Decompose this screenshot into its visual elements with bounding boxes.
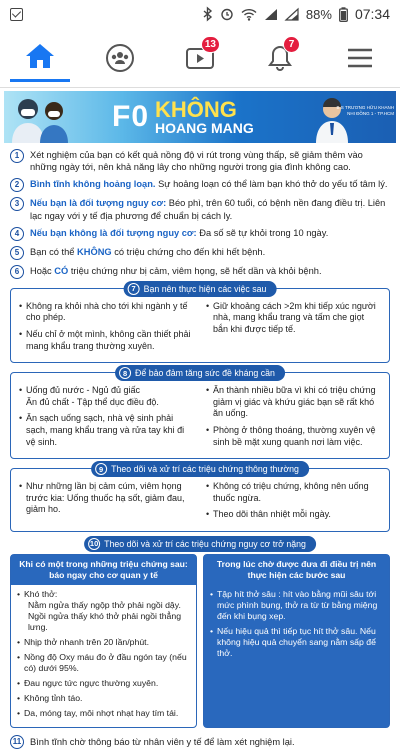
section-10 <box>10 538 390 728</box>
symptom-text: Đau ngực tức ngực thường xuyên. <box>24 677 159 688</box>
nav-menu[interactable] <box>330 34 390 82</box>
advice-item-6 <box>10 265 392 279</box>
status-bar <box>0 0 400 28</box>
item-text <box>30 246 265 258</box>
section-7 <box>10 283 390 363</box>
bluetooth-icon <box>203 7 213 21</box>
symptom-text: Không tỉnh táo. <box>24 692 83 703</box>
signal2-icon <box>285 8 299 21</box>
advice-item-4 <box>10 227 392 241</box>
advice-item-11: 11 Bình tĩnh chờ thông báo từ nhân viên y tế để làm xét nghiệm lại. <box>10 735 390 749</box>
list-item <box>17 652 190 674</box>
item-highlight: Nếu bạn là đối tượng nguy cơ: <box>30 198 167 209</box>
home-icon <box>25 43 55 69</box>
list-item: • Tập hít thở sâu : hít vào bằng mũi sâu tới mức phình bụng, thở ra từ từ bằng miệng đến khi bụng xẹp. <box>210 589 383 622</box>
item-text-body: Sự hoảng loạn có thể làm bạn khó thở do yếu tố tâm lý. <box>155 179 388 190</box>
item-text <box>30 178 387 190</box>
item-text-body: Đa số sẽ tự khỏi trong 10 ngày. <box>196 227 329 238</box>
list-item: • Uống đủ nước - Ngủ đủ giấc Ăn đủ chất - Tập thể dục điều độ. <box>19 385 194 408</box>
battery-percent: 88% <box>305 6 332 22</box>
item-number: 3 <box>10 197 24 211</box>
item-text-body: triệu chứng như bị cảm, viêm họng, sẽ hết dần và khỏi bệnh. <box>68 265 322 276</box>
item-text <box>30 149 392 173</box>
list-item <box>17 708 190 719</box>
doctor-photo <box>312 95 352 143</box>
item-highlight: Nếu bạn không là đối tượng nguy cơ: <box>30 227 197 238</box>
item-number: 6 <box>10 265 24 279</box>
section-9-header: 9 Theo dõi và xử trí các triệu chứng thông thường <box>91 461 309 477</box>
list-item: • Nếu hiệu quả thì tiếp tục hít thở sâu. Nếu không hiệu quả chuyển sang nằm sấp để thở. <box>210 626 383 659</box>
symptom-text: Khó thở: <box>24 588 58 599</box>
title-khong: KHÔNG <box>155 97 237 122</box>
doctor-name: B.S TRƯƠNG HỮU KHANH NHI ĐỒNG 1 - TP.HCM <box>336 105 394 116</box>
item-highlight: Bình tĩnh không hoảng loạn. <box>30 179 156 190</box>
symptom-text: Nhịp thở nhanh trên 20 lần/phút. <box>24 636 149 647</box>
item-text-pre: Bạn có thể <box>30 246 78 257</box>
advice-item-3 <box>10 197 392 221</box>
nav-groups[interactable] <box>90 34 150 82</box>
nav-notifications[interactable] <box>250 34 310 82</box>
item-text-pre: Hoặc <box>30 265 55 276</box>
alarm-icon <box>220 7 234 21</box>
list-item: • Không có triệu chứng, không nên uống thuốc ngừa. <box>206 481 381 504</box>
advice-item-1 <box>10 149 392 173</box>
item-highlight: KHÔNG <box>77 246 112 257</box>
list-item: • Giữ khoảng cách >2m khi tiếp xúc người nhà, mang khẩu trang và tấm che giọt bắn khi được tiếp tế. <box>206 301 381 336</box>
nav-watch[interactable] <box>170 34 230 82</box>
item-text-body: Xét nghiệm của bạn có kết quả nồng độ vi rút trong vùng thấp, sẽ giảm thêm vào những ngày tới, nên khả năng lây cho những người trong gia đình không cao. <box>30 150 363 173</box>
item-text-body: có triệu chứng cho đến khi hết bệnh. <box>111 246 266 257</box>
item-highlight: CÓ <box>54 265 69 276</box>
nav-home[interactable] <box>10 34 70 82</box>
list-item: • Theo dõi thân nhiệt mỗi ngày. <box>206 509 381 521</box>
section-9 <box>10 464 390 532</box>
item-number: 1 <box>10 149 24 163</box>
poster-title <box>112 99 254 135</box>
symptom-text: Da, móng tay, môi nhợt nhạt hay tím tái. <box>24 707 179 718</box>
section-7-header: 7 Bạn nên thực hiện các việc sau <box>124 281 277 297</box>
symptom-subtext: Nằm ngửa thấy ngộp thở phải ngồi dậy. <box>28 599 181 610</box>
item-number: 2 <box>10 178 24 192</box>
title-f0: F0 <box>112 100 150 133</box>
advice-item-2 <box>10 178 392 192</box>
list-item <box>17 693 190 704</box>
list-item: • Như những lần bị cảm cúm, viêm họng trước kia: Uống thuốc hạ sốt, giảm đau, giảm ho. <box>19 481 194 516</box>
signal-icon <box>264 8 278 21</box>
section-8-header: 8 Để bảo đảm tăng sức đề kháng cần <box>115 365 285 381</box>
section-8 <box>10 368 390 459</box>
notifications-badge: 7 <box>283 36 300 53</box>
item-number: 5 <box>10 246 24 260</box>
task-check-icon <box>10 8 23 21</box>
list-item: • Nếu chỉ ở một mình, không cần thiết phải mang khẩu trang thường xuyên. <box>19 329 194 352</box>
list-item <box>17 589 190 633</box>
advice-item-5 <box>10 246 392 260</box>
wifi-icon <box>241 8 257 21</box>
item-text <box>30 197 392 221</box>
hamburger-menu-icon <box>347 48 373 68</box>
section-10-header: 10 Theo dõi và xử trí các triệu chứng nguy cơ trở nặng <box>84 536 316 552</box>
app-nav-bar <box>0 28 400 88</box>
symptom-subtext: Ngồi ngửa thấy khó thở phải ngồi thẳng lưng. <box>28 610 182 632</box>
item-text <box>30 227 328 239</box>
danger-symptoms-box: Khi có một trong những triệu chứng sau: báo ngay cho cơ quan y tế • Khó thở: Nằm ngửa thấy ngộp thở phải ngồi dậy. Ngồi ngửa thấy khó thở phải ngồi thẳng lưng. • Nhịp thở nhanh trên 20 lần/phút. • Nồng độ Oxy máu đo ở đầu ngón tay (nếu có) dưới 95%. • Đau ngực tức ngực thường xuyên. • Không tỉnh táo. • Da, móng tay, môi nhợt nhạt hay tím tái. <box>10 554 197 728</box>
item-text <box>30 265 322 277</box>
item-number: 4 <box>10 227 24 241</box>
list-item: • Phòng ở thông thoáng, thường xuyên vệ sinh bề mặt xung quanh nơi làm việc. <box>206 425 381 448</box>
battery-icon <box>339 7 348 22</box>
title-hoang-mang: HOANG MANG <box>155 120 254 136</box>
list-item: • Không ra khỏi nhà cho tới khi ngành y tế cho phép. <box>19 301 194 324</box>
list-item <box>17 637 190 648</box>
list-item <box>17 678 190 689</box>
list-item: • Ăn thành nhiều bữa vì khi có triệu chứng giảm vị giác và khứu giác bạn sẽ rất khó ăn uống. <box>206 385 381 420</box>
clock: 07:34 <box>354 6 390 22</box>
masked-people-illustration <box>4 91 84 143</box>
symptom-text: Nồng độ Oxy máu đo ở đầu ngón tay (nếu có) dưới 95%. <box>24 651 187 673</box>
item-text-body: Béo phì, trên 60 tuổi, có bệnh nền đang điều trị. Liên lạc ngay với y tế địa phương để chuẩn bị cách ly. <box>30 198 386 221</box>
list-item: • Ăn sạch uống sạch, nhà vệ sinh phải sạch, mang khẩu trang và rửa tay khi đi vệ sinh. <box>19 413 194 448</box>
watch-badge: 13 <box>201 36 220 53</box>
groups-icon <box>105 43 135 73</box>
waiting-steps-box: Trong lúc chờ được đưa đi điều trị nên thực hiện các bước sau • Tập hít thở sâu : hít vào bằng mũi sâu tới mức phình bụng, thở ra từ từ bằng miệng đến khi bụng xẹp. • Nếu hiệu quả thì tiếp tục hít thở sâu. Nếu không hiệu quả chuyển sang nằm sấp để thở. <box>203 554 390 728</box>
advice-list <box>0 143 400 279</box>
poster-banner <box>4 91 396 143</box>
post-image[interactable] <box>0 91 400 747</box>
